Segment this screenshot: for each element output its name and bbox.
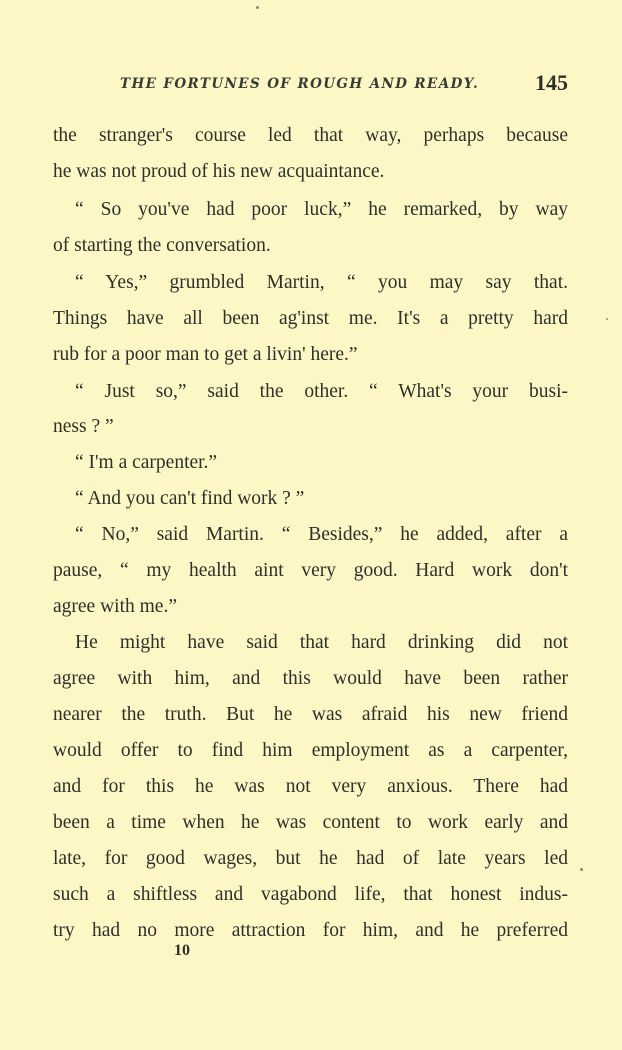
text-line: try had no more attraction for him, and he preferred [53, 920, 568, 941]
text-line: late, for good wages, but he had of late years led [53, 848, 568, 869]
text-line: would offer to find him employment as a carpenter, [53, 740, 568, 761]
text-line: pause, “ my health aint very good. Hard work don't [53, 560, 568, 581]
text-line: nearer the truth. But he was afraid his new friend [53, 704, 568, 725]
paper-speck [606, 318, 608, 320]
page-header [120, 70, 570, 100]
text-line: ness ? ” [53, 416, 114, 437]
text-line: Things have all been ag'inst me. It's a pretty hard [53, 308, 568, 329]
text-line: “ So you've had poor luck,” he remarked, by way [75, 199, 568, 220]
text-line: “ No,” said Martin. “ Besides,” he added, after a [75, 524, 568, 545]
text-line: such a shiftless and vagabond life, that honest indus- [53, 884, 568, 905]
text-line: the stranger's course led that way, perhaps because [53, 125, 568, 146]
text-line: “ Just so,” said the other. “ What's your busi- [75, 381, 568, 402]
text-line: been a time when he was content to work early and [53, 812, 568, 833]
text-line: “ Yes,” grumbled Martin, “ you may say that. [75, 272, 568, 293]
page-number: 145 [535, 70, 568, 95]
paper-speck [580, 868, 583, 871]
text-line: and for this he was not very anxious. There had [53, 776, 568, 797]
text-line: He might have said that hard drinking did not [75, 632, 568, 653]
text-line: he was not proud of his new acquaintance. [53, 161, 385, 182]
text-line: rub for a poor man to get a livin' here.” [53, 344, 358, 365]
signature-mark: 10 [174, 942, 190, 959]
running-title: THE FORTUNES OF ROUGH AND READY. [120, 76, 480, 92]
text-line: agree with me.” [53, 596, 177, 617]
text-line: “ I'm a carpenter.” [75, 452, 218, 473]
text-line: agree with him, and this would have been rather [53, 668, 568, 689]
paper-speck [256, 6, 259, 9]
text-line: “ And you can't find work ? ” [75, 488, 305, 509]
text-line: of starting the conversation. [53, 235, 271, 256]
